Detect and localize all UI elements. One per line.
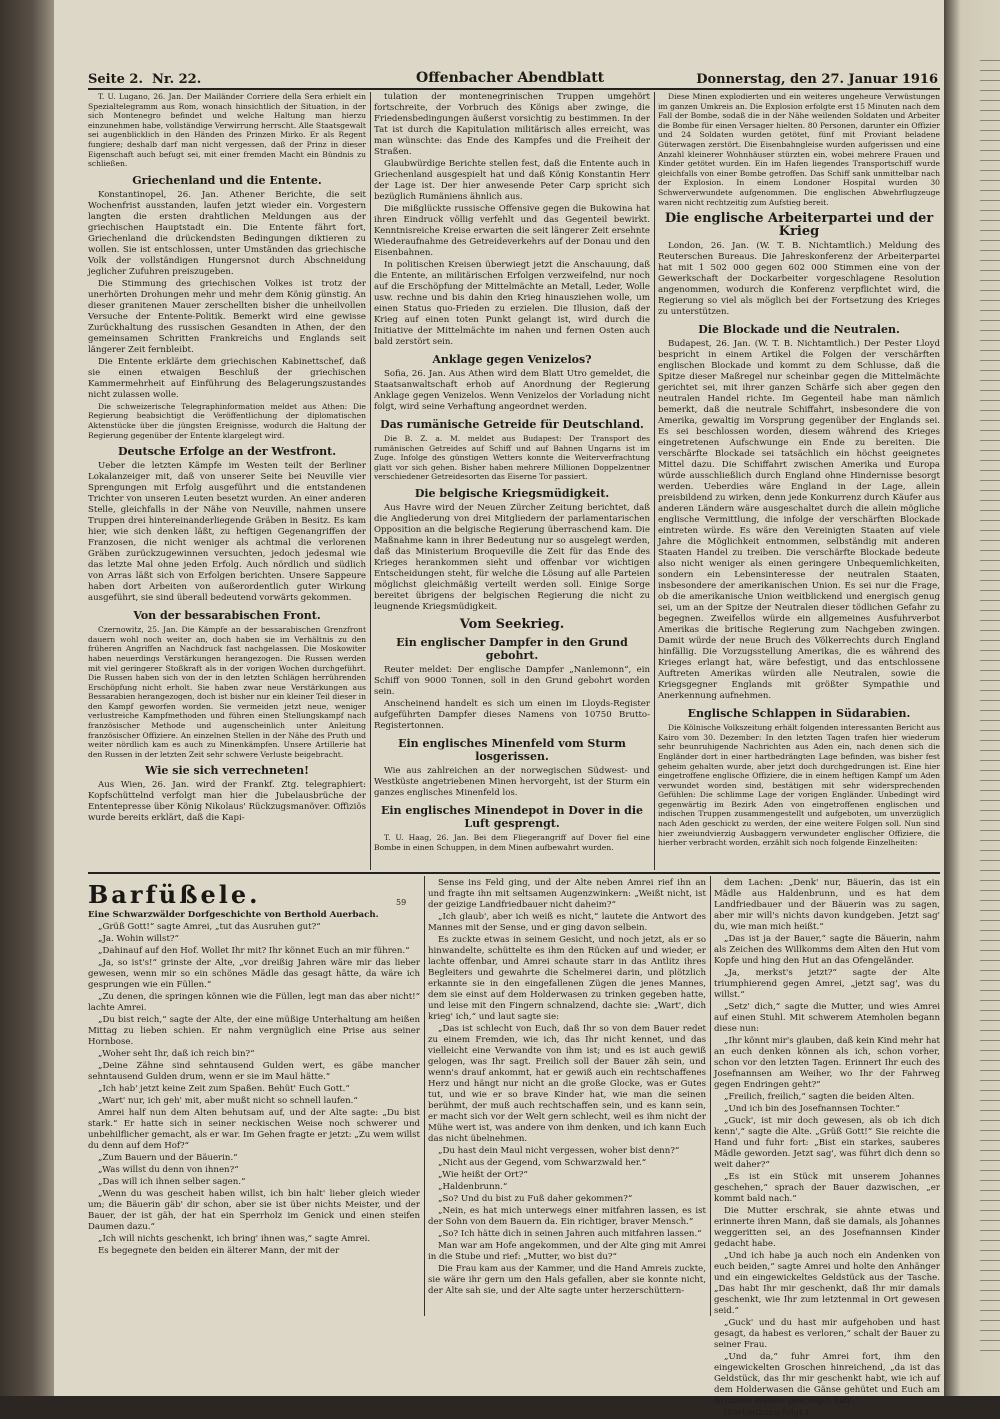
article-text: Die B. Z. a. M. meldet aus Budapest: Der Transport des rumänischen Getreides auf Schiff und auf Bahnen Ungarns ist im Zuge. Infolge des günstigen Wetters konnte die Weiterverfrachtung glatt vor sich gehen. Bisher haben mehrere Millionen Doppelzentner verschiedener Getreidesorten das Eiserne Tor passiert. bbox=[374, 434, 650, 482]
story-paragraph: „Wie heißt der Ort?“ bbox=[438, 1170, 528, 1180]
adjacent-page-edge bbox=[944, 0, 1000, 1396]
story-paragraph: „Ich hab' jetzt keine Zeit zum Spaßen. Behüt' Euch Gott.“ bbox=[98, 1084, 350, 1094]
story-paragraph: „Dahinauf auf den Hof. Wollet Ihr mit? Ihr könnet Euch an mir führen.“ bbox=[98, 946, 410, 956]
story-paragraph: „So? Und du bist zu Fuß daher gekommen?“ bbox=[438, 1194, 633, 1204]
column-rule bbox=[424, 876, 425, 1316]
story-paragraph: „Haldenbrunn.“ bbox=[438, 1182, 508, 1192]
article-headline: Die englische Arbeiterpartei und der Krieg bbox=[664, 211, 934, 240]
article-text: In politischen Kreisen überwiegt jetzt die Anschauung, daß die Entente, an militärischen Erfolgen verzweifelnd, nur noch auf die Erschöpfung der Mittelmächte an Metall, Leder, Wolle usw. rechne und bis dahin den Krieg hinausziehen wolle, um einen Status quo-Frieden zu erzielen. Die Illusion, daß der Krieg auf einen toten Punkt gelangt ist, wird durch die Initiative der Mittelmächte im nahen und fernen Osten auch bald zerstört sein. bbox=[374, 260, 650, 347]
page-header bbox=[88, 70, 938, 88]
column-rule bbox=[710, 876, 711, 1316]
article-text: Aus Havre wird der Neuen Zürcher Zeitung berichtet, daß die Angliederung von drei Mitgliedern der parlamentarischen Opposition an die belgische Regierung überraschend kam. Die Maßnahme kann in ihrer Bedeutung nur so ausgelegt werden, daß das Ministerium Broqueville die Zeit für das Ende des Krieges herankommen sieht und offenbar vor wichtigen Entscheidungen steht, für welche die Lösung auf alle Parteien möglichst gleichmäßig verteilt werden soll. Einige Sorge bereitet übrigens der belgischen Regierung die nicht zu leugnende Kriegsmüdigkeit. bbox=[374, 502, 650, 612]
story-paragraph: „Nicht aus der Gegend, vom Schwarzwald her.“ bbox=[438, 1158, 647, 1168]
story-paragraph: „Wart' nur, ich geh' mit, aber mußt nicht so schnell laufen.“ bbox=[98, 1096, 358, 1106]
article-text: Anscheinend handelt es sich um einen im Lloyds-Register aufgeführten Dampfer dieses Namens von 10750 Brutto-Registertonnen. bbox=[374, 698, 650, 731]
story-paragraph: „Es ist ein Stück mit unserem Johannes geschehen,“ sprach der Bauer dazwischen, „er kommt bald nach.“ bbox=[714, 1172, 940, 1204]
article-text: Sofia, 26. Jan. Aus Athen wird dem Blatt Utro gemeldet, die Staatsanwaltschaft erhob auf Anordnung der Regierung Anklage gegen Venizelos. Wenn Venizelos der Vorladung nicht folgt, wird seine Verhaftung angeordnet werden. bbox=[374, 369, 650, 412]
story-paragraph: „Zu denen, die springen können wie die Füllen, legt man das aber nicht!“ lachte Amrei. bbox=[88, 992, 420, 1013]
story-paragraph: Man war am Hofe angekommen, und der Alte ging mit Amrei in die Stube und rief: „Mutter, wo bist du?“ bbox=[428, 1241, 706, 1262]
article-text: London, 26. Jan. (W. T. B. Nichtamtlich.) Meldung des Reuterschen Bureaus. Die Jahreskonferenz der Arbeiterpartei hat mit 1 502 000 gegen 602 000 Stimmen eine von der Gewerkschaft der Dockarbeiter vorgeschlagene Resolution angenommen, wodurch die Konferenz verpflichtet wird, die Regierung so viel als möglich bei der Fortsetzung des Krieges zu unterstützen. bbox=[658, 241, 940, 318]
article-headline: Griechenland und die Entente. bbox=[132, 173, 322, 187]
article-text: Reuter meldet: Der englische Dampfer „Nanlemonn“, ein Schiff von 9000 Tonnen, soll in den Grund gebohrt worden sein. bbox=[374, 664, 650, 697]
story-subtitle: Eine Schwarzwälder Dorfgeschichte von Berthold Auerbach. bbox=[88, 910, 379, 920]
story-paragraph: „Nein, es hat mich unterwegs einer mitfahren lassen, es ist der Sohn von dem Bauern da. Ein richtiger, braver Mensch.“ bbox=[428, 1206, 706, 1227]
article-text: Glaubwürdige Berichte stellen fest, daß die Entente auch in Griechenland ausgespielt hat und daß König Konstantin Herr der Lage ist. Der hier anwesende Peter Carp spricht sich bezüglich Rumäniens ähnlich aus. bbox=[374, 159, 650, 202]
story-paragraph: „Ich will nichts geschenkt, ich bring' ihnen was,“ sagte Amrei. bbox=[98, 1234, 371, 1244]
article-text: Die Entente erklärte dem griechischen Kabinettschef, daß sie einen etwaigen Beschluß der griechischen Kammermehrheit auf Einführung des Belagerungszustandes nicht zulassen wolle. bbox=[88, 356, 366, 400]
article-text: T. U. Lugano, 26. Jan. Der Mailänder Corriere della Sera erhielt ein Spezialtelegramm aus Rom, wonach hinsichtlich der Situation, in der sich Montenegro befindet und welche Haltung man hierzu einzunehmen habe, vollständige Verwirrung herrscht. Alle Staatsgewalt sei augenblicklich in den Händen des Prinzen Mirko. Er als Regent fungiere; deshalb darf man nicht vergessen, daß der Prinz in dieser Eigenschaft auch befugt sei, mit einer fremden Macht ein Bündnis zu schließen. bbox=[88, 92, 366, 169]
article-text: Die Kölnische Volkszeitung erhält folgenden interessanten Bericht aus Kairo vom 30. Dezember: In den letzten Tagen trafen hier wiederum sehr beunruhigende Nachrichten aus Aden ein, nach denen sich die Engländer dort in einer hartbedrängten Lage befinden, was bisher fest geheim gehalten wurde, aber jetzt doch durchgedrungen ist. Eine hier eingetroffene englische Offiziere, die in einem heftigen Kampf um Aden verwundet worden sind, bestätigen mit sehr widersprechenden Gefühlen: Die schlimme Lage der vorigen Engländer. Unbedingt wird gegenwärtig im Bezirk Aden von eingetroffenen englischen und indischen Truppen zusammengestellt und aufgeboten, um unverzüglich nach Aden geschickt zu werden, der eine weitere Folgen soll. Nun sind hier zweiundvierzig Ausbaggern verwundeter englischer Offiziere, die hierher verbracht worden, erzählt sich noch folgende Einzelheiten: bbox=[658, 723, 940, 848]
story-paragraph: „Das ist schlecht von Euch, daß Ihr so von dem Bauer redet zu einem Fremden, wie ich, das Ihr nicht kennet, und das vielleicht eine Verwandte von ihm ist; und es ist auch gewiß gelogen, was Ihr sagt. Freilich soll der Bauer zäh sein, und wenn's drauf ankommt, hat er gewiß auch ein rechtschaffenes Herz und hängt nur nicht an die große Glocke, was er Gutes tut, und wie er so brave Kinder hat, wie man die seinen berühmt, der muß auch rechtschaffen sein, und es kann sein, er macht sich vor der Welt gern schlecht, weil es ihm nicht der Mühe wert ist, was andere von ihm denken, und ich kann Euch das nicht übelnehmen. bbox=[428, 1024, 706, 1144]
column-rule bbox=[654, 92, 655, 870]
story-paragraph: dem Lachen: „Denk' nur, Bäuerin, das ist ein Mädle aus Haldenbrunn, und es hat dem Landfriedbauer und der Bäuerin was zu sagen, aber mir will's nichts davon kundgeben. Jetzt sag' du, wie man mich heißt.“ bbox=[714, 878, 940, 932]
article-text: Die mißglückte russische Offensive gegen die Bukowina hat ihren Eindruck völlig verfehlt und das Gegenteil bewirkt. Kenntnisreiche Kreise erwarten die seit längerer Zeit ersehnte Wiederaufnahme des Getreideverkehrs auf der Donau und den Eisenbahnen. bbox=[374, 204, 650, 258]
story-paragraph: „Ja, so ist's!“ grinste der Alte, „vor dreißig Jahren wäre mir das lieber gewesen, wenn mir so ein schönes Mädle das gesagt hätte, da wäre ich gesprungen wie ein Füllen.“ bbox=[88, 958, 420, 990]
story-paragraph: (Fortsetzung folgt.) bbox=[724, 1408, 809, 1418]
header-rule bbox=[88, 88, 940, 90]
story-paragraph: „Du hast dein Maul nicht vergessen, woher bist denn?“ bbox=[438, 1146, 680, 1156]
story-paragraph: „Ja, merkst's jetzt?“ sagte der Alte triumphierend gegen Amrei, „jetzt sag', was du willst.“ bbox=[714, 968, 940, 1000]
story-paragraph: „Und ich bin des Josefnannsen Tochter.“ bbox=[724, 1104, 900, 1114]
story-paragraph: „Und ich habe ja auch noch ein Andenken von euch beiden,“ sagte Amrei und holte den Anhänger und ein eingewickeltes Geldstück aus der Tasche. „Das habt Ihr mir geschenkt, daß Ihr mir damals geschenkt, wie Ihr zum letztenmal in Ort gewesen seid.“ bbox=[714, 1251, 940, 1316]
article-headline: Vom Seekrieg. bbox=[459, 616, 565, 632]
story-paragraph: Die Frau kam aus der Kammer, und die Hand Amreis zuckte, sie wäre ihr gern um den Hals gefallen, aber sie konnte nicht, der Alte sah sie, und der Alte sagte unter herzerschüttern- bbox=[428, 1264, 706, 1296]
story-column-2 bbox=[428, 878, 706, 1322]
article-headline: Wie sie sich verrechneten! bbox=[145, 764, 309, 778]
article-text: tulation der montenegrinischen Truppen umgehört fortschreite, der Vorbruch des Königs aber zwinge, die Friedensbedingungen äußerst vorsichtig zu bestimmen. In der Tat ist durch die Kapitulation militärisch alles erreicht, was man wünschte: das Ende des Kampfes und die Freiheit der Straßen. bbox=[374, 92, 650, 157]
column-1 bbox=[88, 92, 366, 870]
article-headline: Das rumänische Getreide für Deutschland. bbox=[380, 418, 644, 431]
article-text: Diese Minen explodierten und ein weiteres ungeheure Verwüstungen im ganzen Umkreis an. Die Explosion erfolgte erst 15 Minuten nach dem Fall der Bombe, sodaß die in der Nähe weilenden Soldaten und Arbeiter die Bombe für einen Versager hielten. 80 Personen, darunter ein Offizier und 24 Soldaten wurden getötet, fünf mit Proviant beladene Güterwagen zerstört. Die Eisenbahngleise wurden aufgerissen und eine Anzahl kleinerer Wohnhäuser stürzten ein, wobei mehrere Frauen und Kinder getötet wurden. Ein im Hafen liegendes Transportschiff wurde gleichfalls von einer Bombe getroffen. Das Schiff sank unmittelbar nach der Explosion. In einem Londoner Hospital wurden 30 Schwerverwundete aufgenommen. Die englischen Abwehrflugzeuge waren nicht rechtzeitig zum Aufstieg bereit. bbox=[658, 92, 940, 207]
article-headline: Deutsche Erfolge an der Westfront. bbox=[117, 445, 337, 459]
story-paragraph: „Woher seht Ihr, daß ich reich bin?“ bbox=[98, 1049, 255, 1059]
article-text: Die schweizerische Telegraphinformation meldet aus Athen: Die Regierung beabsichtigt die Veröffentlichung der diplomatischen Aktenstücke über die jüngsten Ereignisse, wodurch die Haltung der Regierung gegenüber der Entente klargelegt wird. bbox=[88, 401, 366, 440]
story-paragraph: „Wenn du was gescheit haben willst, ich bin halt' lieber gleich wieder um; die Bäuerin gäb' dir schon, aber sie ist über nichts Meister, und der Bauer, der ist gäh, der hat ein Sperrholz im Genick und einen steifen Daumen dazu.“ bbox=[88, 1189, 420, 1232]
article-headline: Ein englischer Dampfer in den Grund gebohrt. bbox=[396, 635, 628, 662]
article-headline: Ein englisches Minendepot in Dover in die Luft gesprengt. bbox=[380, 803, 644, 830]
story-paragraph: Sense ins Feld ging, und der Alte neben Amrei rief ihn an und fragte ihn mit seltsamen Augenzwinkern: „Weißt nicht, ist der geizige Landfriedbauer nicht daheim?“ bbox=[428, 878, 706, 910]
article-headline: Die belgische Kriegsmüdigkeit. bbox=[414, 486, 610, 500]
story-paragraph: „Das ist ja der Bauer,“ sagte die Bäuerin, nahm als Zeichen des Willkomms dem Alten den Hut vom Kopfe und hing den Hut an das Ofengeländer. bbox=[714, 934, 940, 966]
story-paragraph: Die Mutter erschrak, sie ahnte etwas und erinnerte ihren Mann, daß sie damals, als Johannes weggeritten sei, an des Josefnannsen Kinder gedacht habe. bbox=[714, 1206, 940, 1249]
story-paragraph: Amrei half nun dem Alten behutsam auf, und der Alte sagte: „Du bist stark.“ Er hatte sich in seiner neckischen Weise noch schwerer und unbehilflicher gemacht, als er war. Im Gehen fragte er jetzt: „Zu wem willst du denn auf dem Hof?“ bbox=[88, 1108, 420, 1151]
adjacent-page-text bbox=[980, 60, 1000, 1360]
story-title: Barfüßele. bbox=[88, 880, 261, 909]
article-text: Die Stimmung des griechischen Volkes ist trotz der unerhörten Drohungen mehr und mehr dem König günstig. An dieser granitenen Mauer zerschellten bisher die unheilvollen Versuche der Entente-Politik. Bemerkt wird eine gewisse Zurückhaltung des russischen Gesandten in Athen, der den gemeinsamen Schritten Frankreichs und Englands seit längerer Zeit fernbleibt. bbox=[88, 278, 366, 355]
article-text: T. U. Haag, 26. Jan. Bei dem Fliegerangriff auf Dover fiel eine Bombe in einen Schuppen, in dem Minen aufbewahrt wurden. bbox=[374, 832, 650, 852]
story-paragraph: „Zum Bauern und der Bäuerin.“ bbox=[98, 1153, 238, 1163]
article-headline: Anklage gegen Venizelos? bbox=[432, 353, 592, 366]
feuilleton-rule bbox=[88, 872, 940, 874]
article-text: Budapest, 26. Jan. (W. T. B. Nichtamtlich.) Der Pester Lloyd bespricht in einem Artikel die Folgen der verschärften englischen Blockade und kommt zu dem Schlusse, daß die Spitze dieser Maßregel nur scheinbar gegen die Mittelmächte gerichtet sei, mit ihrer ganzen Schärfe sich aber gegen den neutralen Handel richte. Im Gegenteil habe man nämlich bemerkt, daß die neutrale Schiffahrt, insbesondere die von Amerika, gewaltig im Vorsprung gegenüber der Englands sei. Es sei beschlossen worden, diesem während des Krieges eingetretenen Aufschwunge ein Ende zu bereiten. Die verschärfte Blockade sei tatsächlich ein höchst geeignetes Mittel dazu. Die Schiffahrt zwischen Amerika und Europa würde ausschließlich durch England ohne Hindernisse besorgt werden. Ueberdies wäre England in der Lage, allein preisbildend zu wirken, denn jede Konkurrenz durch Käufer aus anderen Ländern wäre ausgeschaltet durch die allein mögliche englische Vermittlung, die infolge der verschärften Blockade eintreten würde. Es wäre den Vereinigten Staaten auf viele Jahre die Möglichkeit entnommen, selbständig mit anderen Staaten Handel zu treiben. Die verschärfte Blockade bedeute also nicht weniger als einen geringere Unbequemlichkeiten, sondern ein Lebensinteresse der neutralen Staaten, insbesondere der amerikanischen Union. Es sei nur die Frage, ob die amerikanische Union weitblickend und energisch genug sei, um an der Spitze der Neutralen dieser tödlichen Gefahr zu begegnen. Zweifellos würde ein allgemeines Ausfuhrverbot Amerikas die britische Regierung zum Nachgeben zwingen. Damit würde der neue Bruch des Völkerrechts durch England hinfällig. Die Vorzugsstellung Amerikas, die es während des Krieges erlangt hat, wäre befestigt, und das entschlossene Auftreten Amerikas würden alle Neutralen, sowie die Kriegsgegner Englands mit größter Sympathie und Anerkennung aufnehmen. bbox=[658, 339, 940, 702]
story-paragraph: „Ihr könnt mir's glauben, daß kein Kind mehr hat an euch denken können als ich, schon vorher, schon vor den letzten Tagen. Erinnert Ihr euch des Josefnannsen am Weiher, wo Ihr der Fahrweg gegen Endringen geht?“ bbox=[714, 1036, 940, 1090]
story-paragraph: „So? Ich hätte dich in seinen Jahren auch mitfahren lassen.“ bbox=[438, 1229, 702, 1239]
story-paragraph: „Guck', ist mir doch gewesen, als ob ich dich kenn',“ sagte die Alte. „Grüß Gott!“ Sie reichte die Hand und fuhr fort: „Bist ein starkes, sauberes Mädle geworden. Jetzt sag', was führt dich denn so weit daher?“ bbox=[714, 1116, 940, 1170]
article-headline: Englische Schlappen in Südarabien. bbox=[687, 707, 911, 721]
article-text: Ueber die letzten Kämpfe im Westen teilt der Berliner Lokalanzeiger mit, daß von unserer Seite bei Neuville vier Sprengungen mit Erfolg ausgeführt und die entstandenen Trichter von unseren Leuten besetzt wurden. An einer anderen Stelle, gleichfalls in der Nähe von Neuville, nahmen unsere Truppen drei hintereinanderliegende Gräben in Besitz. Es kam hier, wie sich denken läßt, zu heftigen Gegenangriffen der Franzosen, die nicht weniger als achtmal die verlorenen Gräben zurückzugewinnen versuchten, jedoch jedesmal wie das letzte Mal ohne jeden Erfolg. Auch nördlich und südlich von Arras läßt sich von Erfolgen berichten. Unsere Sappeure haben dort Arbeiten von außerordentlich guter Wirkung ausgeführt, sie sind überall bedeutend vorwärts gekommen. bbox=[88, 461, 366, 604]
column-3 bbox=[658, 92, 940, 870]
article-text: Konstantinopel, 26. Jan. Athener Berichte, die seit Wochenfrist ausstanden, laufen jetzt wieder ein. Vorgestern langten die ersten drahtlichen Meldungen aus der griechischen Hauptstadt ein. Die Entente fährt fort, Griechenland die drückendsten Bedingungen diktieren zu wollen. Sie ist entschlossen, unter Umständen das griechische Volk der vollständigen Hungersnot durch Abschneidung jeglicher Zufuhren preiszugeben. bbox=[88, 189, 366, 277]
story-paragraph: „Setz' dich,“ sagte die Mutter, und wies Amrei auf einen Stuhl. Mit schwerem Atemholen begann diese nun: bbox=[714, 1002, 940, 1034]
article-text: Aus Wien, 26. Jan. wird der Frankf. Ztg. telegraphiert: Kopfschüttelnd verfolgt man hier die Jubelausbrüche der Ententepresse über König Nikolaus' Rückzugsmanöver. Offiziös wurde bereits erklärt, daß die Kapi- bbox=[88, 780, 366, 824]
book-gutter bbox=[0, 0, 54, 1396]
article-text: Czernowitz, 25. Jan. Die Kämpfe an der bessarabischen Grenzfront dauern wohl noch weiter an, doch haben sie im Verhältnis zu den früheren Angriffen an Nachdruck fast nachgelassen. Die Moskowiter haben neuerdings Verstärkungen herangezogen. Die Russen werden mit viel geringerer Stoßkraft als in der vorigen Wochen durchgeführt. Die Russen haben sich von der in den letzten Schlägen herrührenden Erschöpfung nicht erholt. Sie haben zwar neue Verstärkungen aus Bessarabien herangezogen, doch ist bisher nur ein kleiner Teil dieser in den Kampf geworfen worden. Sie vermeiden jetzt neue, weniger verlustreiche Kampfmethoden und führen einen Stellungskampf nach französischer Methode und augenscheinlich unter Anleitung französischer Offiziere. An einzelnen Stellen in der Nähe des Pruth und weiter nördlich kam es auch zu Minenkämpfen. Unsere Artillerie hat den Russen in der letzten Zeit sehr schwere Verluste beigebracht. bbox=[88, 625, 366, 759]
story-paragraph: „Freilich, freilich,“ sagten die beiden Alten. bbox=[724, 1092, 915, 1102]
installment-number: 59 bbox=[396, 898, 407, 907]
story-paragraph: „Guck' und du hast mir aufgehoben und hast gesagt, da habest es verloren,“ schalt der Bauer zu seiner Frau. bbox=[714, 1318, 940, 1350]
newspaper-page bbox=[54, 0, 944, 1418]
story-paragraph: „Und da,“ fuhr Amrei fort, ihm den eingewickelten Groschen hinreichend, „da ist das Geldstück, das Ihr mir geschenkt habt, wie ich auf dem Holderwasen die Gänse gehütet und Euch am Brunnen Wasser geschöpft hab'.“ bbox=[714, 1352, 940, 1406]
article-headline: Ein englisches Minenfeld vom Sturm losgerissen. bbox=[398, 736, 626, 763]
column-2 bbox=[374, 92, 650, 870]
story-paragraph: Es begegnete den beiden ein älterer Mann, der mit der bbox=[98, 1246, 340, 1256]
story-paragraph: „Was willst du denn von ihnen?“ bbox=[98, 1165, 239, 1175]
article-text: Wie aus zahlreichen an der norwegischen Südwest- und Westküste angetriebenen Minen hervorgeht, ist der Sturm ein ganzes englisches Minenfeld los. bbox=[374, 765, 650, 798]
story-paragraph: „Ja. Wohin willst?“ bbox=[98, 934, 179, 944]
article-headline: Von der bessarabischen Front. bbox=[133, 609, 321, 623]
story-paragraph: Es zuckte etwas in seinem Gesicht, und noch jetzt, als er so hinwandelte, schüttelte es ihm den Rücken auf und wieder, er lachte offenbar, und Amrei schaute starr in das Antlitz ihres Begleiters und gewahrte die Schelmerei darin, und plötzlich erkannte sie in den eingefallenen Zügen die jenes Mannes, dem sie einst auf dem Holderwasen zu trinken gegeben hatte, und leise mit den Fingern schnalzend, dachte sie: „Wart', dich krieg' ich,“ und laut sagte sie: bbox=[428, 935, 706, 1022]
story-paragraph: „Das will ich ihnen selber sagen.“ bbox=[98, 1177, 246, 1187]
story-column-3 bbox=[714, 878, 940, 1418]
story-paragraph: „Grüß Gott!“ sagte Amrei, „tut das Ausruhen gut?“ bbox=[98, 922, 321, 932]
article-headline: Die Blockade und die Neutralen. bbox=[698, 323, 900, 337]
story-column-1 bbox=[88, 910, 420, 1322]
story-paragraph: „Deine Zähne sind sehntausend Gulden wert, es gäbe mancher sehntausend Gulden drum, wenn er sie im Maul hätte.“ bbox=[88, 1061, 420, 1082]
issue-date: Donnerstag, den 27. Januar 1916 bbox=[696, 72, 938, 87]
story-paragraph: „Du bist reich,“ sagte der Alte, der eine müßige Unterhaltung am heißen Mittag zu lieben schien. Er nahm vergnüglich eine Prise aus seiner Hornbose. bbox=[88, 1015, 420, 1047]
masthead: Offenbacher Abendblatt bbox=[416, 70, 605, 86]
page-number: Seite 2. Nr. 22. bbox=[88, 72, 202, 87]
story-paragraph: „Ich glaub', aber ich weiß es nicht,“ lautete die Antwort des Mannes mit der Sense, und er ging davon selbein. bbox=[428, 912, 706, 933]
column-rule bbox=[370, 92, 371, 870]
